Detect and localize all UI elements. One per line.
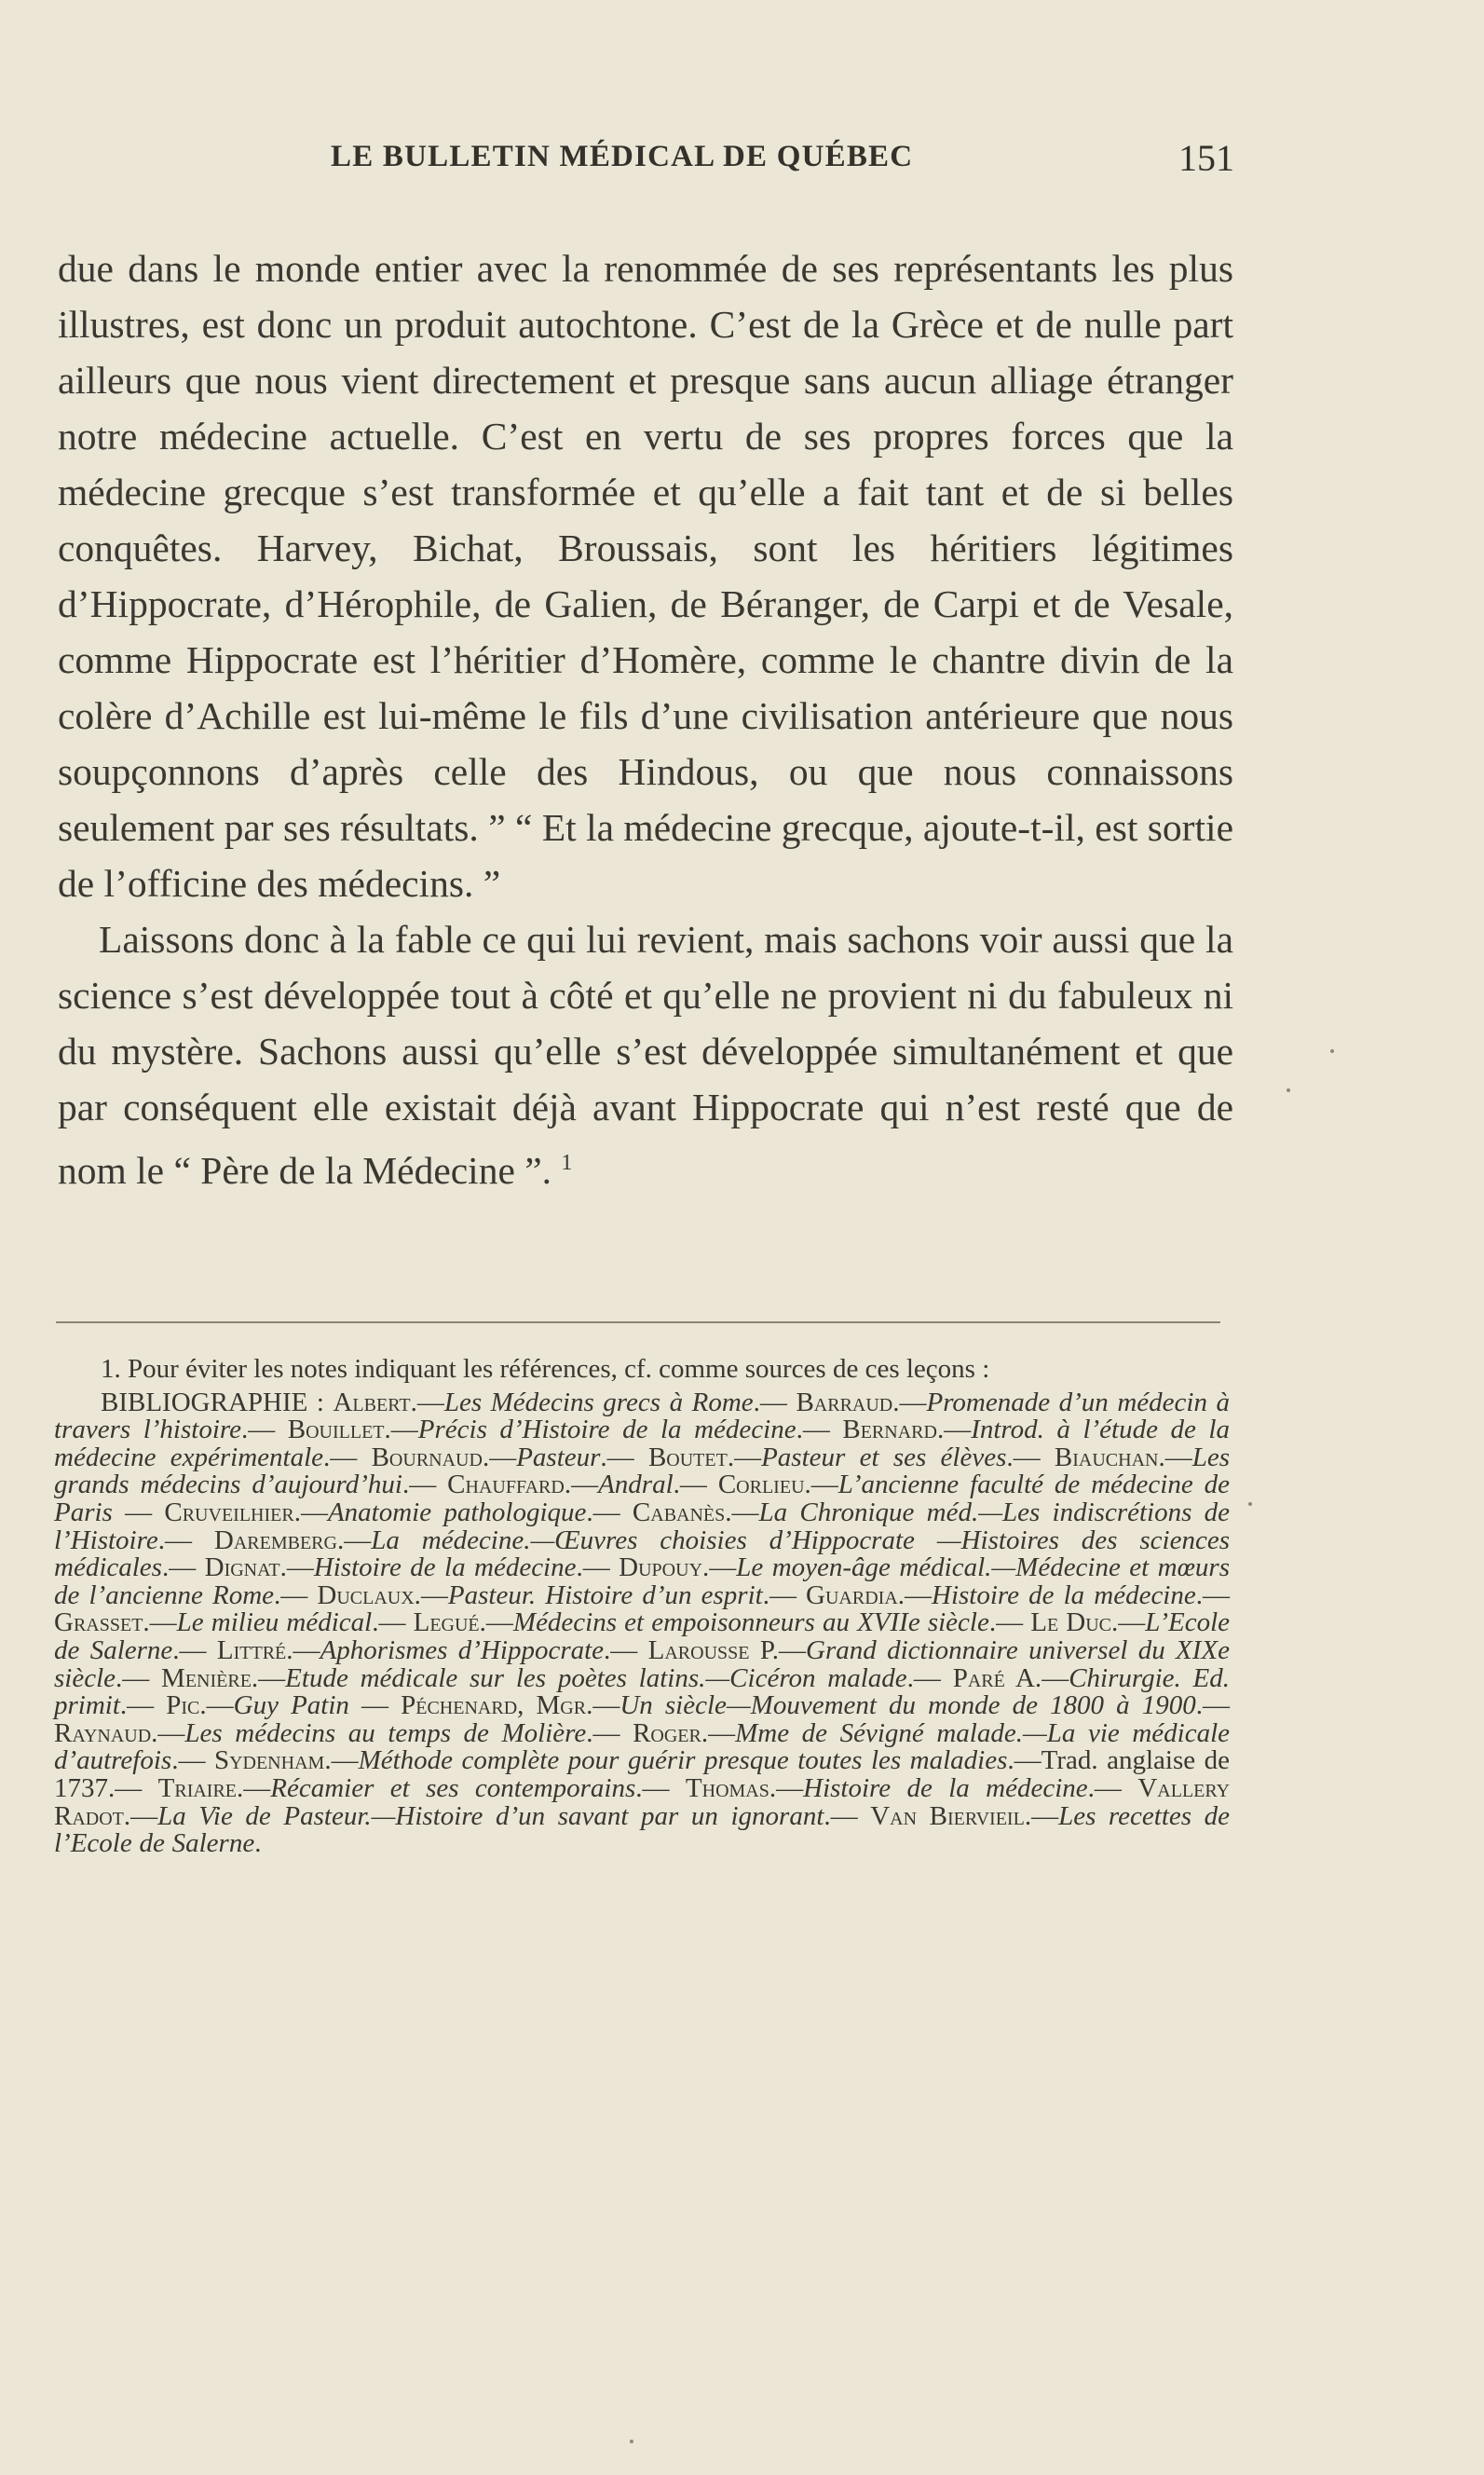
bibliography-entry xyxy=(54,1607,405,1637)
bibliography-end: .— xyxy=(323,1442,358,1472)
bibliography-author: Sydenham xyxy=(213,1745,325,1776)
bibliography-entry xyxy=(357,1443,633,1472)
bibliography-author: Roger xyxy=(633,1717,701,1748)
bibliography-separator: .— xyxy=(251,1662,286,1693)
bibliography-author: Biauchan xyxy=(1054,1442,1159,1472)
footnotes xyxy=(54,1356,1230,1858)
bibliography-title: Précis d’Histoire de la médecine xyxy=(417,1415,796,1445)
bibliography-separator: .— xyxy=(892,1387,927,1417)
bibliography-author: Chauffard xyxy=(447,1470,565,1500)
bibliography-separator: .— xyxy=(151,1717,185,1748)
bibliography-entry xyxy=(333,1388,786,1417)
bibliography-separator: .— xyxy=(414,1579,448,1610)
bibliography-title: Histoire de la médecine xyxy=(932,1579,1196,1610)
bibliography-entry xyxy=(405,1607,1023,1637)
bibliography-title: Récamier et ses contemporains xyxy=(270,1772,636,1803)
bibliography-author: Boutet xyxy=(647,1442,728,1472)
bibliography-end: .— xyxy=(673,1470,707,1500)
bibliography-title: Guy Patin xyxy=(233,1690,349,1721)
body-text xyxy=(58,240,1233,1198)
bibliography-end: .— xyxy=(586,1717,620,1748)
bibliography-author: Daremberg xyxy=(213,1525,337,1555)
bibliography-end: .— xyxy=(604,1634,638,1665)
bibliography-end: .— xyxy=(600,1442,634,1472)
bibliography-title: Chirurgie. Ed. primit xyxy=(54,1662,1230,1721)
bibliography-end: .— xyxy=(1195,1579,1230,1610)
bibliography-end: .— xyxy=(1087,1772,1122,1803)
bibliography-separator: .— xyxy=(143,1607,177,1638)
bibliography-entry xyxy=(154,1690,388,1720)
bibliography-title: Grand dictionnaire universel du XIXe siècle xyxy=(54,1634,1231,1693)
bibliography-separator: .— xyxy=(725,1497,759,1527)
footnote-intro: 1. Pour éviter les notes indiquant les références, cf. comme sources de ces leçons : xyxy=(101,1354,990,1384)
bibliography-title: Pasteur xyxy=(516,1442,601,1472)
bibliography-author: Triaire xyxy=(157,1772,238,1803)
bibliography-author: Paré A. xyxy=(952,1662,1042,1693)
bibliography-author: Pic xyxy=(166,1690,200,1721)
bibliography-entries xyxy=(54,1388,1230,1859)
bibliography-author: Cabanès xyxy=(632,1497,726,1527)
bibliography-separator: .— xyxy=(286,1634,320,1665)
bibliography-title: Un siècle—Mouvement du monde de 1800 à 1900 xyxy=(619,1690,1196,1721)
bibliography-label: BIBLIOGRAPHIE : xyxy=(101,1387,324,1417)
bibliography-author: Littré xyxy=(216,1634,287,1665)
bibliography-title: L’Ecole de Salerne xyxy=(54,1607,1231,1665)
bibliography-separator: .— xyxy=(123,1800,158,1831)
bibliography-end: .— xyxy=(796,1415,830,1445)
bibliography-separator: — xyxy=(779,1634,806,1665)
bibliography-separator: .— xyxy=(564,1470,599,1500)
bibliography-title: Histoire de la médecine xyxy=(313,1552,577,1583)
bibliography-author: Vallery Radot xyxy=(54,1772,1231,1831)
bibliography-title: Méthode complète pour guérir presque toutes les maladies xyxy=(358,1745,1008,1776)
bibliography-end: .— xyxy=(1006,1442,1041,1472)
bibliography-title: Mme de Sévigné malade.—La vie médicale d’autrefois xyxy=(54,1717,1230,1776)
bibliography-end: .— xyxy=(1195,1690,1231,1721)
bibliography-title: La Chronique méd.—Les indiscrétions de l’Histoire xyxy=(54,1497,1231,1555)
bibliography-title: Les Médecins grecs à Rome xyxy=(443,1387,754,1417)
bibliography-separator: .— xyxy=(1158,1442,1192,1472)
bibliography-author: Péchenard, Mgr. xyxy=(401,1690,593,1721)
bibliography-end: . xyxy=(254,1828,262,1859)
bibliography-author: Corlieu xyxy=(717,1470,805,1500)
body-paragraph xyxy=(58,240,1233,911)
bibliography-author: Larousse P. xyxy=(647,1634,779,1665)
bibliography-author: Van Biervieil xyxy=(870,1800,1025,1831)
bibliography-author: Le Duc xyxy=(1030,1607,1112,1638)
bibliography-title: Aphorismes d’Hippocrate xyxy=(320,1634,605,1665)
bibliography-title: Le milieu médical xyxy=(176,1607,373,1638)
bibliography-end: — xyxy=(112,1497,153,1527)
bibliography-title: Andral xyxy=(598,1470,674,1500)
bibliography-author: Bournaud xyxy=(371,1442,483,1472)
bibliography-separator: .— xyxy=(336,1525,372,1555)
bibliography-author: Grasset xyxy=(54,1607,143,1638)
bibliography-author: Albert xyxy=(333,1387,411,1417)
bibliography-author: Bernard xyxy=(842,1415,937,1445)
bibliography-separator: .— xyxy=(804,1470,838,1500)
bibliography-author: Raynaud xyxy=(54,1717,152,1748)
paragraph-text: Laissons donc à la fable ce qui lui revient, mais sachons voir aussi que la science s’est développée tout à côté et qu’elle ne provient ni du fabuleux ni du mystère. Sachons aussi qu’elle s’est développée simultanément et que par conséquent elle existait déjà avant Hippocrate qui n’est resté que de nom le “ Père de la Médecine ”. xyxy=(58,918,1233,1192)
bibliography-entry xyxy=(275,1415,830,1444)
bibliography-end: .— xyxy=(586,1497,620,1527)
bibliography-author: Cruveilhier xyxy=(164,1497,294,1527)
bibliography-title: L’ancienne faculté de médecine de Paris xyxy=(54,1470,1231,1527)
bibliography-entry xyxy=(54,1718,619,1748)
bibliography-end: .— xyxy=(171,1745,206,1776)
bibliography-entry xyxy=(634,1443,1041,1472)
bibliography-end: .— xyxy=(157,1525,192,1555)
bibliography-author: Duclaux xyxy=(317,1579,415,1610)
bibliography-end: .— xyxy=(172,1634,207,1665)
bibliography-author: Dupouy xyxy=(619,1552,703,1583)
bibliography-author: Guardia xyxy=(806,1579,898,1610)
bibliography-separator: .— xyxy=(293,1497,328,1527)
bibliography-end: .— xyxy=(576,1552,610,1583)
bibliography-entry xyxy=(207,1635,638,1665)
bibliography-author: Thomas xyxy=(685,1772,769,1803)
bibliography-end: — xyxy=(348,1690,389,1721)
bibliography-separator: .— xyxy=(897,1579,933,1610)
bibliography-separator: — xyxy=(592,1690,620,1721)
bibliography-entry xyxy=(796,1580,1230,1610)
bibliography-separator: .— xyxy=(324,1745,359,1776)
bibliography-entry xyxy=(388,1690,1230,1720)
bibliography-separator: .— xyxy=(279,1552,314,1583)
page-number: 151 xyxy=(1178,137,1234,179)
bibliography-author: Barraud xyxy=(796,1387,893,1417)
bibliography-end: .— xyxy=(762,1579,796,1610)
bibliography-separator: .— xyxy=(936,1415,972,1445)
bibliography-end: .— xyxy=(116,1662,150,1693)
bibliography-entry xyxy=(149,1663,941,1693)
bibliography-separator: .— xyxy=(702,1552,737,1583)
bibliography-end: .— xyxy=(824,1800,858,1831)
bibliography-end: .— xyxy=(119,1690,155,1721)
bibliography-end: .—Trad. anglaise de 1737.— xyxy=(54,1745,1230,1803)
bibliography-entry xyxy=(686,1773,1122,1803)
bibliography-entry xyxy=(196,1552,610,1582)
bibliography-entry xyxy=(436,1470,707,1499)
bibliography-separator: — xyxy=(1042,1662,1069,1693)
speck-mark xyxy=(1248,1502,1252,1506)
bibliography-separator: .— xyxy=(237,1772,271,1803)
running-title: LE BULLETIN MÉDICAL DE QUÉBEC xyxy=(331,140,914,173)
body-paragraph xyxy=(58,911,1233,1198)
bibliography-title: Promenade d’un médecin à travers l’histoire xyxy=(54,1387,1231,1445)
bibliography-title: Anatomie pathologique xyxy=(327,1497,587,1527)
bibliography-title: Pasteur. Histoire d’un esprit xyxy=(447,1579,763,1610)
speck-mark xyxy=(1287,1088,1290,1092)
bibliography-title: Histoire de la médecine xyxy=(803,1772,1088,1803)
bibliography-title: Pasteur et ses élèves xyxy=(761,1442,1007,1472)
bibliography-separator: .— xyxy=(727,1442,762,1472)
bibliography-separator: .— xyxy=(1024,1800,1059,1831)
bibliography-entry xyxy=(142,1773,686,1803)
bibliography-author: Legué xyxy=(413,1607,480,1638)
bibliography-separator: .— xyxy=(384,1415,418,1445)
page-header xyxy=(331,137,1234,196)
bibliography-end: .— xyxy=(402,1470,437,1500)
bibliography-title: Médecins et empoisonneurs au XVIIe siècle xyxy=(512,1607,989,1638)
bibliography-title: La Vie de Pasteur.—Histoire d’un savant par un ignorant xyxy=(157,1800,824,1831)
bibliography-end: .— xyxy=(240,1415,276,1445)
bibliography-title: Les médecins au temps de Molière xyxy=(184,1717,587,1748)
bibliography-entry xyxy=(307,1580,796,1610)
footnote-divider xyxy=(56,1321,1220,1323)
speck-mark xyxy=(630,2440,633,2443)
bibliography xyxy=(54,1389,1230,1858)
bibliography-title: La médecine.—Œuvres choisies d’Hippocrate —Histoires des sciences médicales xyxy=(54,1525,1230,1583)
footnote-reference: 1 xyxy=(561,1151,573,1175)
bibliography-end: .— xyxy=(161,1552,197,1583)
bibliography-separator: .— xyxy=(479,1607,513,1638)
paragraph-text: due dans le monde entier avec la renommée de ses représentants les plus illustres, est donc un produit autochtone. C’est de la Grèce et de nulle part ailleurs que nous vient directement et presque sans aucun alliage étranger notre médecine actuelle. C’est en vertu de ses propres forces que la médecine grecque s’est transformée et qu’elle a fait tant et de si belles conquêtes. Harvey, Bichat, Broussais, sont les héritiers légitimes d’Hippocrate, d’Hérophile, de Galien, de Béranger, de Carpi et de Vesale, comme Hippocrate est l’héritier d’Homère, comme le chantre divin de la colère d’Achille est lui-même le fils d’une civilisation antérieure que nous soupçonnons d’après celle des Hindous, ou que nous connaissons seulement par ses résultats. ” “ Et la médecine grecque, ajoute-t-il, est sortie de l’officine des médecins. ” xyxy=(58,247,1233,905)
bibliography-end: .— xyxy=(988,1607,1024,1638)
bibliography-title: Introd. à l’étude de la médecine expérimentale xyxy=(54,1415,1230,1472)
bibliography-separator: .— xyxy=(769,1772,804,1803)
bibliography-separator: .— xyxy=(1111,1607,1146,1638)
bibliography-title: Etude médicale sur les poètes latins.—Cicéron malade xyxy=(285,1662,907,1693)
bibliography-end: .— xyxy=(906,1662,941,1693)
bibliography-end: .— xyxy=(635,1772,686,1803)
bibliography-separator: .— xyxy=(482,1442,517,1472)
bibliography-separator: .— xyxy=(199,1690,234,1721)
bibliography-separator: .— xyxy=(410,1387,444,1417)
bibliography-end: .— xyxy=(372,1607,406,1638)
bibliography-end: .— xyxy=(274,1579,308,1610)
bibliography-author: Menière xyxy=(161,1662,252,1693)
bibliography-separator: .— xyxy=(701,1717,736,1748)
bibliography-title: Les recettes de l’Ecole de Salerne xyxy=(54,1800,1230,1859)
bibliography-author: Dignat xyxy=(204,1552,280,1583)
bibliography-end: .— xyxy=(753,1387,787,1417)
speck-mark xyxy=(1330,1049,1334,1053)
bibliography-title: Les grands médecins d’aujourd’hui xyxy=(54,1442,1231,1500)
bibliography-entry xyxy=(152,1497,620,1527)
bibliography-author: Bouillet xyxy=(287,1415,385,1445)
bibliography-title: Le moyen-âge médical.—Médecine et mœurs de l’ancienne Rome xyxy=(54,1552,1230,1610)
